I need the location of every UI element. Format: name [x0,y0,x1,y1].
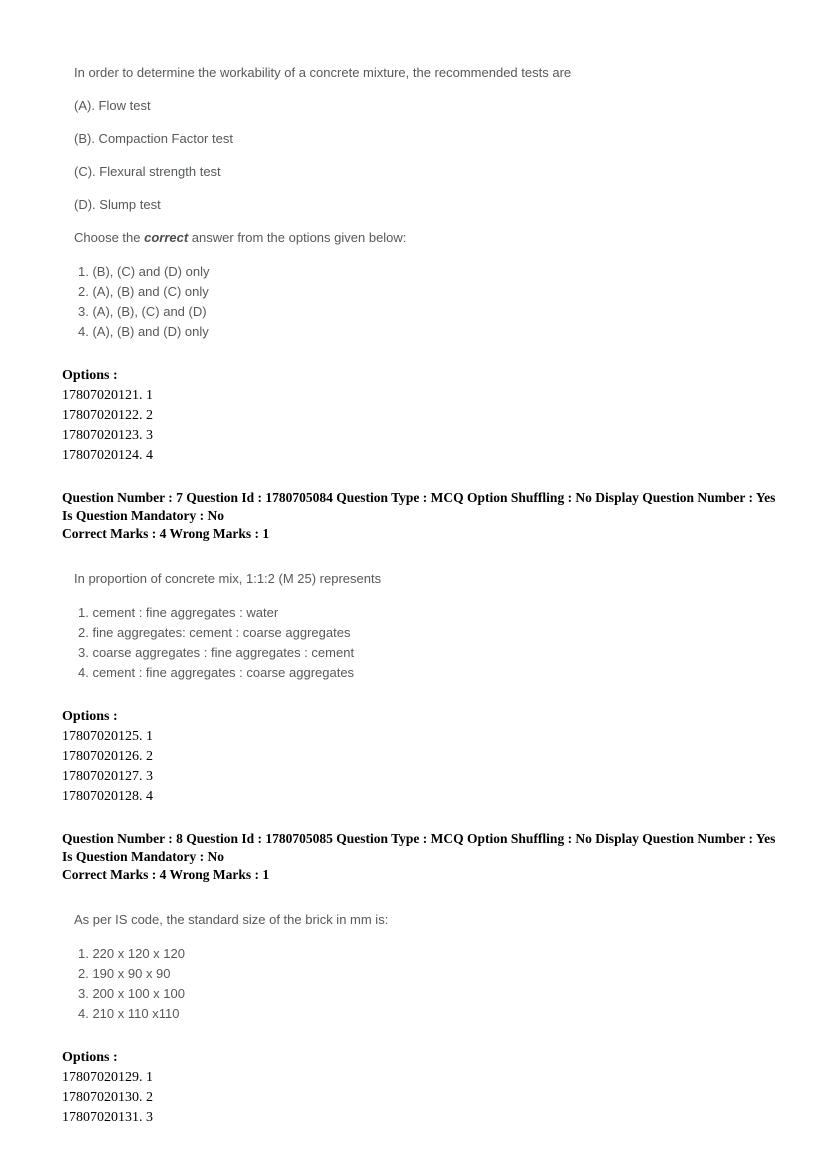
meta-line-3: Correct Marks : 4 Wrong Marks : 1 [62,526,270,541]
option-id-row: 17807020131. 3 [62,1110,153,1125]
numbered-option-2: 2. fine aggregates: cement : coarse aggregates [78,625,351,640]
meta-line-1: Question Number : 7 Question Id : 1780705084 Question Type : MCQ Option Shuffling : No Display Question Number : Yes [62,490,776,505]
lettered-option-b: (B). Compaction Factor test [74,131,233,146]
question-8-meta-block [62,830,776,884]
question-7-options-block [62,707,768,807]
option-id-row: 17807020126. 2 [62,749,153,764]
question-7-numbered-options [78,603,768,683]
meta-line-1: Question Number : 8 Question Id : 1780705085 Question Type : MCQ Option Shuffling : No Display Question Number : Yes [62,831,776,846]
option-id-row: 17807020124. 4 [62,448,153,463]
choose-correct-line [74,229,768,246]
option-id-row: 17807020121. 1 [62,388,153,403]
numbered-option-3: 3. coarse aggregates : fine aggregates : cement [78,645,355,660]
question-6-text: In order to determine the workability of a concrete mixture, the recommended tests are [74,65,572,80]
meta-line-3: Correct Marks : 4 Wrong Marks : 1 [62,867,270,882]
numbered-option-1: 1. (B), (C) and (D) only [78,264,210,279]
numbered-option-4: 4. 210 x 110 x110 [78,1006,180,1021]
choose-pre-text: Choose the [74,230,145,245]
meta-line-2: Is Question Mandatory : No [62,508,225,523]
numbered-option-3: 3. (A), (B), (C) and (D) [78,304,207,319]
numbered-option-2: 2. (A), (B) and (C) only [78,284,209,299]
numbered-option-2: 2. 190 x 90 x 90 [78,966,171,981]
question-8-text: As per IS code, the standard size of the brick in mm is: [74,912,389,927]
option-id-row: 17807020123. 3 [62,428,153,443]
option-id-row: 17807020127. 3 [62,769,153,784]
option-id-row: 17807020125. 1 [62,729,153,744]
question-8-numbered-options [78,944,768,1024]
option-id-row: 17807020129. 1 [62,1070,153,1085]
option-id-row: 17807020128. 4 [62,789,153,804]
meta-line-2: Is Question Mandatory : No [62,849,225,864]
question-6-numbered-options [78,262,768,342]
numbered-option-3: 3. 200 x 100 x 100 [78,986,185,1001]
lettered-option-c: (C). Flexural strength test [74,164,221,179]
options-label: Options : [62,1050,118,1065]
question-8-block [62,911,768,1128]
question-7-text: In proportion of concrete mix, 1:1:2 (M 25) represents [74,571,382,586]
question-7-block [62,570,768,807]
option-id-row: 17807020122. 2 [62,408,153,423]
option-id-row: 17807020130. 2 [62,1090,153,1105]
lettered-option-d: (D). Slump test [74,197,161,212]
numbered-option-1: 1. cement : fine aggregates : water [78,605,279,620]
choose-post-text: answer from the options given below: [188,230,407,245]
options-label: Options : [62,709,118,724]
question-6-options-block [62,366,768,466]
choose-emphasis-text: correct [144,230,189,245]
lettered-option-a: (A). Flow test [74,98,151,113]
question-6-block [62,64,768,466]
options-label: Options : [62,368,118,383]
question-7-meta-block [62,489,776,543]
numbered-option-4: 4. (A), (B) and (D) only [78,324,209,339]
question-8-options-block [62,1048,768,1128]
numbered-option-1: 1. 220 x 120 x 120 [78,946,185,961]
numbered-option-4: 4. cement : fine aggregates : coarse aggregates [78,665,355,680]
